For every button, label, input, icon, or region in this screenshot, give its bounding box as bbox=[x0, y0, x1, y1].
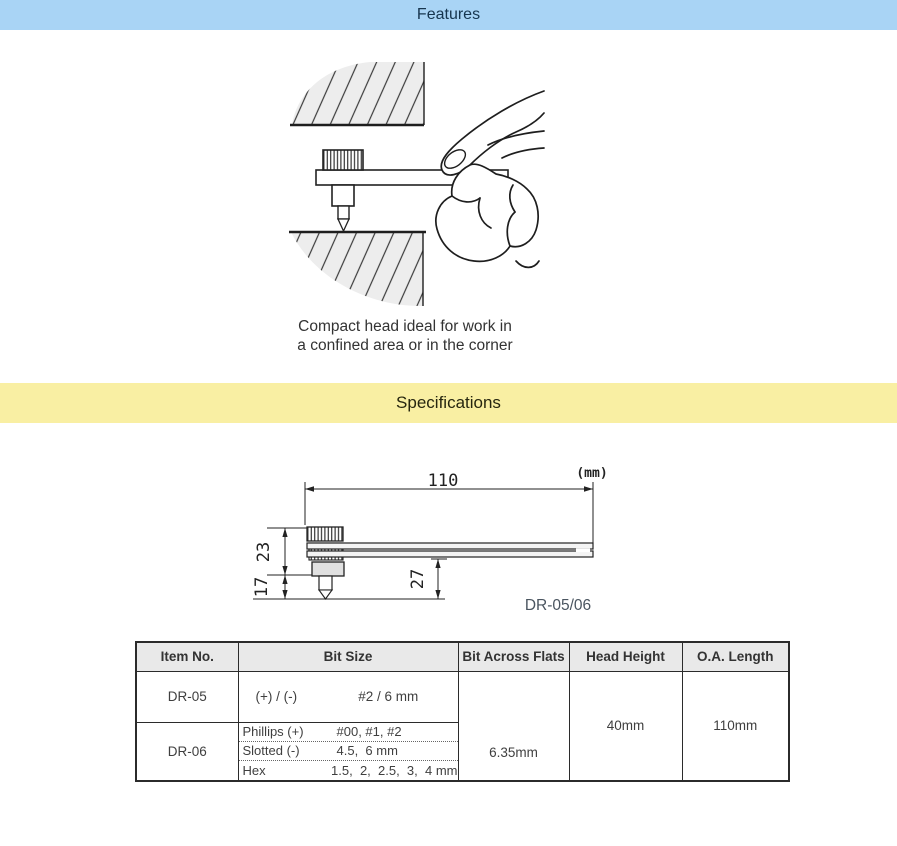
dim-110-label: 110 bbox=[427, 471, 459, 491]
cell-oa-length: 110mm bbox=[682, 671, 789, 781]
dim-17-label: 17 bbox=[252, 576, 272, 598]
dr06-slotted-value: 4.5, 6 mm bbox=[336, 743, 398, 758]
dr05-bit-type: (+) / (-) bbox=[255, 689, 298, 704]
features-section-header bbox=[0, 0, 897, 30]
dimension-drawing bbox=[245, 458, 625, 620]
dr06-phillips-value: #00, #1, #2 bbox=[336, 724, 402, 739]
table-row-dr05 bbox=[136, 671, 789, 722]
confined-area-illustration bbox=[278, 55, 546, 313]
cell-bit-across-flats: 6.35mm bbox=[458, 671, 569, 781]
caption-line-1: Compact head ideal for work in bbox=[298, 318, 512, 335]
dr06-bit-row-hex bbox=[239, 761, 458, 780]
features-title: Features bbox=[416, 6, 481, 23]
unit-mm-label: (mm) bbox=[576, 466, 608, 481]
cell-item-dr05: DR-05 bbox=[136, 671, 238, 722]
specifications-title: Specifications bbox=[396, 393, 501, 412]
dr06-hex-label: Hex bbox=[242, 762, 266, 778]
dr06-slotted-label: Slotted (-) bbox=[242, 743, 300, 758]
header-bit-across-flats: Bit Across Flats bbox=[458, 642, 569, 671]
header-head-height: Head Height bbox=[569, 642, 682, 671]
header-item-no: Item No. bbox=[136, 642, 238, 671]
header-oa-length: O.A. Length bbox=[682, 642, 789, 671]
table-header-row bbox=[136, 642, 789, 671]
dr05-bit-size: #2 / 6 mm bbox=[358, 689, 419, 704]
dim-27-label-value: 27 bbox=[408, 568, 428, 590]
cell-bitsize-dr06 bbox=[238, 722, 458, 781]
dr06-hex-value: 1.5, 2, 2.5, 3, 4 mm bbox=[331, 762, 458, 778]
header-bit-size: Bit Size bbox=[238, 642, 458, 671]
bit-drop-dimension bbox=[431, 559, 447, 599]
dr06-bit-row-slotted bbox=[239, 742, 458, 761]
specifications-table bbox=[135, 641, 790, 782]
dr06-phillips-label: Phillips (+) bbox=[242, 724, 304, 739]
overall-length-dimension bbox=[305, 482, 593, 544]
cell-head-height: 40mm bbox=[569, 671, 682, 781]
dim-23-label: 23 bbox=[254, 541, 274, 563]
driver-side-view bbox=[307, 527, 593, 599]
dr06-bit-row-phillips bbox=[239, 723, 458, 742]
lower-wall-hatched bbox=[289, 232, 426, 306]
model-label: DR-05/06 bbox=[524, 597, 592, 614]
caption-line-2: a confined area or in the corner bbox=[297, 337, 513, 354]
upper-wall-hatched bbox=[290, 62, 424, 125]
cell-bitsize-dr05 bbox=[238, 671, 458, 722]
specifications-section-header bbox=[0, 383, 897, 423]
cell-item-dr06: DR-06 bbox=[136, 722, 238, 781]
features-caption bbox=[243, 317, 567, 355]
